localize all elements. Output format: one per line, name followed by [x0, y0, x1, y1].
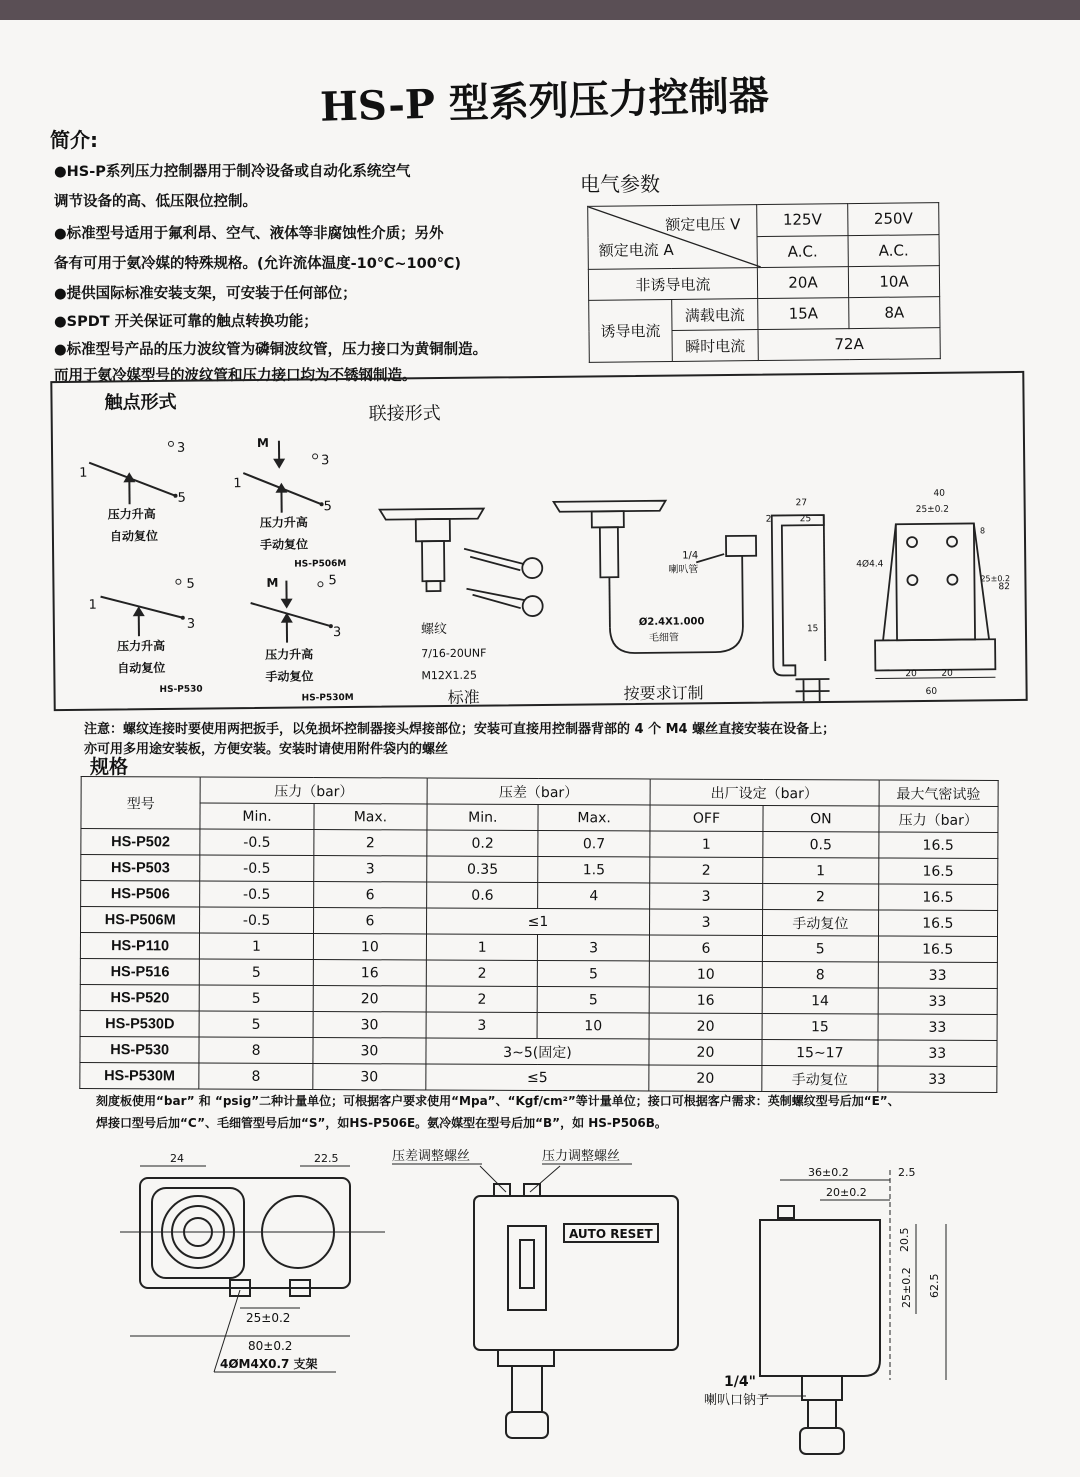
cell: 8 — [762, 961, 877, 988]
l-bracket-drawing — [772, 515, 830, 702]
table-row — [80, 958, 997, 988]
cell: 16.5 — [878, 832, 998, 859]
header-diff-min: Min. — [427, 804, 538, 830]
dim-27: 27 — [795, 498, 808, 509]
cell-merged: 3~5(固定) — [426, 1038, 649, 1065]
cell: 33 — [877, 1040, 997, 1067]
intro-line: 调节设备的高、低压限位控制。 — [54, 194, 257, 210]
cell: 2 — [650, 857, 763, 883]
custom-connection-drawing — [554, 500, 758, 654]
cell: 6 — [649, 935, 762, 961]
dim-20-a: 20 — [905, 669, 917, 680]
svg-text:HS-P506M: HS-P506M — [294, 559, 347, 570]
cell: 2 — [763, 883, 878, 910]
intro-line: 而用于氨冷媒型号的波纹管和压力接口均为不锈钢制造。 — [54, 368, 417, 384]
cell-merged: ≤5 — [426, 1064, 649, 1091]
dim-25-02: 25±0.2 — [246, 1311, 291, 1325]
dim-20-b: 20 — [941, 668, 953, 679]
capillary-label: 毛细管 — [648, 632, 680, 644]
svg-text:1: 1 — [88, 597, 98, 613]
cell: 3 — [538, 934, 649, 960]
cell-model: HS-P506 — [81, 880, 200, 907]
svg-text:手动复位: 手动复位 — [265, 669, 314, 684]
cell: 33 — [878, 988, 998, 1015]
flare-nut-label: 喇叭口钠子 — [704, 1393, 770, 1408]
header-diff-max: Max. — [538, 804, 649, 830]
non-inductive-250: 10A — [848, 266, 939, 298]
svg-text:手动复位: 手动复位 — [259, 537, 309, 552]
svg-text:HS-P530: HS-P530 — [159, 684, 203, 695]
cell: 3 — [649, 883, 762, 909]
table-row — [81, 880, 998, 910]
cell: 1 — [426, 934, 537, 960]
standard-label: 标准 — [447, 687, 480, 707]
contact-diagram-manual-1 — [233, 435, 347, 570]
cell-model: HS-P530M — [80, 1062, 199, 1089]
cell: 33 — [877, 1066, 997, 1093]
dim-25: 25 — [799, 514, 812, 525]
cell: 20 — [649, 1065, 762, 1091]
svg-text:5: 5 — [186, 576, 195, 592]
cell: 0.2 — [427, 830, 538, 856]
dim-20: 20±0.2 — [826, 1186, 867, 1199]
header-min: Min. — [200, 803, 313, 829]
svg-text:3: 3 — [176, 440, 186, 456]
contact-heading: 触点形式 — [104, 391, 177, 414]
svg-text:HS-P530M: HS-P530M — [301, 692, 354, 704]
thread-metric: M12X1.25 — [421, 668, 477, 683]
svg-text:5: 5 — [177, 490, 186, 506]
cell: 33 — [878, 1014, 998, 1041]
cell-model: HS-P530D — [80, 1010, 199, 1037]
table-row — [81, 906, 998, 936]
table-row — [80, 1062, 997, 1092]
cell: 3 — [649, 909, 762, 935]
dim-15: 15 — [806, 624, 819, 635]
svg-text:压力升高: 压力升高 — [107, 507, 156, 522]
cell: 15~17 — [762, 1039, 877, 1066]
inductive-label: 诱导电流 — [589, 299, 673, 362]
cell: -0.5 — [200, 855, 313, 881]
note-line: 注意：螺纹连接时要使用两把扳手，以免损坏控制器接头焊接部位；安装可直接用控制器背部的 4 个 M4 螺丝直接安装在设备上； — [84, 722, 836, 737]
table-row — [81, 855, 998, 885]
header-factory: 出厂设定（bar） — [650, 779, 879, 806]
diagram-box — [50, 371, 1027, 711]
cell: 0.6 — [427, 882, 538, 908]
diff-screw-label: 压差调整螺丝 — [392, 1149, 471, 1164]
cell: 10 — [537, 1012, 648, 1038]
flare-pipe: 喇叭管 — [668, 564, 699, 576]
cell: 4 — [538, 882, 649, 908]
thread-unf: 7/16-20UNF — [421, 646, 487, 661]
dim-2: 2 — [765, 514, 772, 525]
dim-25-tol: 25±0.2 — [915, 504, 950, 516]
cell: 0.35 — [427, 856, 538, 882]
cell: 16.5 — [878, 858, 998, 885]
intro-line: ●标准型号适用于氟利昂、空气、液体等非腐蚀性介质；另外 — [54, 226, 444, 242]
dim-4phi: 4Ø4.4 — [856, 559, 884, 570]
cell-model: HS-P502 — [81, 829, 200, 856]
cell: 16.5 — [878, 910, 998, 937]
header-diff: 压差（bar） — [427, 778, 650, 805]
cell: 1 — [200, 933, 313, 959]
cell: 5 — [538, 960, 649, 986]
svg-text:5: 5 — [323, 499, 332, 515]
dim-62-5: 62.5 — [928, 1273, 941, 1298]
page-title: HS-P 型系列压力控制器 — [319, 72, 770, 131]
cell: 5 — [200, 985, 313, 1011]
full-load-label: 满载电流 — [672, 299, 758, 331]
cell: 6 — [313, 908, 426, 934]
cell: 16 — [649, 987, 762, 1013]
cell: 1 — [650, 831, 763, 857]
cell: 8 — [199, 1063, 312, 1089]
svg-text:5: 5 — [328, 573, 337, 589]
header-off: OFF — [650, 805, 763, 831]
cell: 16.5 — [878, 884, 998, 911]
svg-text:自动复位: 自动复位 — [109, 528, 159, 544]
cell: 5 — [200, 959, 313, 985]
cell-merged: ≤1 — [427, 908, 650, 935]
bracket-label: 4ØM4X0.7 支架 — [220, 1357, 318, 1371]
intro-line: 备有可用于氨冷媒的特殊规格。(允许流体温度-10℃~100℃) — [54, 256, 461, 272]
cell-model: HS-P530 — [80, 1036, 199, 1063]
table-row — [80, 932, 997, 962]
svg-text:压力升高: 压力升高 — [117, 638, 166, 654]
diagram-svg — [52, 373, 1025, 709]
electrical-heading: 电气参数 — [580, 172, 660, 196]
cell: 1.5 — [538, 856, 649, 882]
side-view-drawing — [760, 1170, 946, 1454]
dim-24: 24 — [170, 1152, 184, 1165]
cell-model: HS-P520 — [80, 984, 199, 1011]
svg-text:压力升高: 压力升高 — [265, 647, 314, 662]
cell: 1 — [763, 857, 878, 884]
header-max: Max. — [314, 804, 427, 830]
cell-model: HS-P110 — [80, 932, 199, 959]
cell: 16 — [313, 960, 426, 986]
intro-line: ●标准型号产品的压力波纹管为磷铜波纹管，压力接口为黄铜制造。 — [54, 342, 488, 358]
svg-text:M: M — [266, 575, 279, 590]
intro-line: ●提供国际标准安装支架，可安装于任何部位； — [54, 286, 357, 302]
non-inductive-125: 20A — [757, 267, 848, 299]
dim-25-vertical: 25±0.2 — [900, 1267, 913, 1308]
cell: 10 — [649, 961, 762, 987]
spec-table — [79, 776, 998, 1093]
cell: 14 — [762, 987, 877, 1014]
cell: 2 — [426, 986, 537, 1012]
intro-heading: 简介: — [50, 128, 98, 152]
cell: 20 — [313, 986, 426, 1012]
footnote-line: 刻度板使用“bar” 和 “psig”二种计量单位；可根据客户要求使用“Mpa”、“Kgf/cm²”等计量单位；接口可根据客户需求：英制螺纹型号后加“E”、 — [96, 1094, 900, 1108]
svg-text:M: M — [256, 435, 269, 450]
cell: 3 — [426, 1012, 537, 1038]
cell: 3 — [313, 856, 426, 882]
cell: 2 — [426, 960, 537, 986]
voltage-250: 250V — [848, 203, 939, 235]
header-pressure: 压力（bar） — [200, 777, 427, 804]
svg-text:3: 3 — [186, 616, 196, 632]
cell: 20 — [649, 1039, 762, 1065]
cell: 5 — [763, 935, 878, 962]
dim-22-5: 22.5 — [314, 1152, 339, 1165]
cell: 2 — [314, 830, 427, 856]
cell: 0.5 — [763, 831, 878, 858]
svg-text:1: 1 — [79, 465, 88, 481]
non-inductive-label: 非诱导电流 — [588, 268, 757, 301]
instant-label: 瞬时电流 — [672, 330, 758, 362]
cell-model: HS-P503 — [81, 855, 200, 882]
full-load-250: 8A — [849, 297, 940, 329]
dim-8: 8 — [979, 526, 986, 536]
spec-rows — [80, 829, 998, 1093]
dim-80-02: 80±0.2 — [248, 1339, 293, 1353]
cell: 手动复位 — [762, 1065, 877, 1092]
pressure-screw-label: 压力调整螺丝 — [542, 1149, 621, 1164]
auto-reset-label: AUTO RESET — [569, 1227, 653, 1241]
svg-text:自动复位: 自动复位 — [117, 660, 166, 676]
cell: 5 — [538, 986, 649, 1012]
header-on: ON — [763, 805, 878, 832]
cell: 30 — [313, 1064, 426, 1090]
custom-label: 按要求订制 — [623, 683, 704, 704]
footnote-line: 焊接口型号后加“C”、毛细管型号后加“S”，如HS-P506E。氨冷媒型在型号后加“B”，如 HS-P506B。 — [96, 1116, 667, 1130]
rated-voltage-label: 额定电压 V — [665, 215, 741, 235]
svg-text:3: 3 — [321, 453, 330, 469]
cell: 33 — [878, 962, 998, 989]
document-page — [0, 20, 1080, 1477]
standard-connection-drawing — [380, 508, 543, 618]
contact-diagram-auto-1 — [79, 441, 186, 544]
cell: 8 — [199, 1037, 312, 1063]
cell: 6 — [313, 882, 426, 908]
thread-label: 螺纹 — [420, 621, 448, 638]
dim-82: 82 — [998, 582, 1011, 593]
dim-20-5: 20.5 — [898, 1227, 911, 1252]
ac-125: A.C. — [757, 235, 848, 267]
instant-value: 72A — [758, 328, 940, 361]
cell: -0.5 — [200, 907, 313, 933]
cell: 16.5 — [878, 936, 998, 963]
contact-diagram-auto-2 — [88, 577, 202, 696]
flare-size-label: 1/4" — [724, 1374, 756, 1390]
capillary-size: Ø2.4X1.000 — [638, 616, 705, 628]
mounting-plate-drawing — [874, 523, 996, 678]
table-row — [80, 984, 997, 1014]
svg-text:1: 1 — [233, 476, 242, 492]
table-row — [80, 1036, 997, 1066]
cell: 0.7 — [538, 830, 649, 856]
dim-40: 40 — [933, 488, 946, 499]
ac-250: A.C. — [848, 234, 939, 266]
svg-text:3: 3 — [332, 625, 342, 641]
cell: 30 — [313, 1038, 426, 1064]
cell-model: HS-P516 — [80, 958, 199, 985]
intro-line: ●HS-P系列压力控制器用于制冷设备或自动化系统空气 — [54, 164, 411, 180]
header-max-test: 最大气密试验 — [879, 780, 999, 807]
cell: -0.5 — [200, 829, 313, 855]
header-model: 型号 — [81, 777, 201, 830]
intro-line: ●SPDT 开关保证可靠的触点转换功能； — [54, 314, 318, 330]
rated-current-label: 额定电流 A — [598, 240, 674, 260]
full-load-125: 15A — [758, 298, 849, 330]
cell: 20 — [649, 1013, 762, 1039]
diagonal-header-cell — [588, 205, 758, 270]
cell: 15 — [762, 1013, 877, 1040]
table-row — [81, 829, 998, 859]
dim-60: 60 — [925, 686, 938, 697]
bottom-drawings — [0, 1140, 1080, 1460]
cell: 手动复位 — [763, 909, 878, 936]
table-row — [80, 1010, 997, 1040]
electrical-table — [587, 202, 941, 363]
svg-text:压力升高: 压力升高 — [259, 515, 308, 530]
note-line: 亦可用多用途安装板，方便安装。安装时请使用附件袋内的螺丝 — [84, 742, 449, 757]
header-max-test-unit: 压力（bar） — [878, 806, 998, 833]
cell: 10 — [313, 934, 426, 960]
cell: 5 — [199, 1011, 312, 1037]
cell: 30 — [313, 1012, 426, 1038]
front-view-drawing — [392, 1164, 678, 1438]
dim-36: 36±0.2 — [808, 1166, 849, 1179]
voltage-125: 125V — [757, 204, 848, 236]
flare-size: 1/4 — [682, 550, 699, 562]
spec-heading: 规格 — [90, 756, 129, 778]
contact-diagram-manual-2 — [250, 573, 353, 704]
connection-heading: 联接形式 — [368, 403, 441, 425]
dim-2-5: 2.5 — [898, 1166, 916, 1179]
dim-25-vertical: 25±0.2 — [980, 574, 1011, 584]
cell: -0.5 — [200, 881, 313, 907]
cell-model: HS-P506M — [81, 906, 200, 933]
